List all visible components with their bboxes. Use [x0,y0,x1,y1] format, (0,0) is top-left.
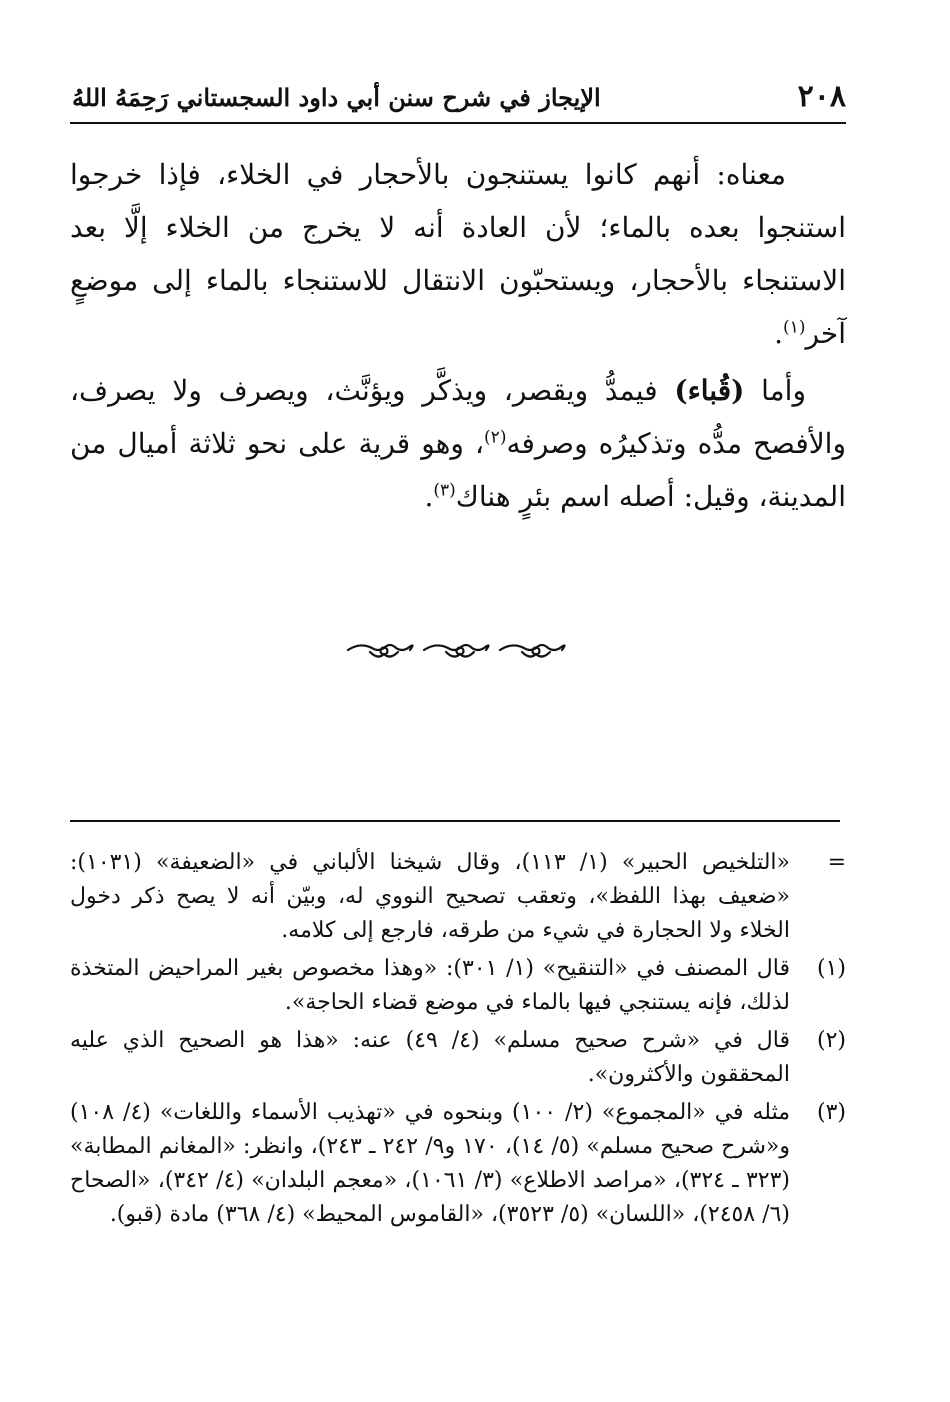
paragraph-1-end: . [774,317,784,350]
paragraph-2-text-1: فيمدُّ ويقصر، ويذكَّر ويؤنَّث، ويصرف ولا يصرف، والأفصح مدُّه وتذكيرُه وصرفه [70,374,846,460]
footnote-mark: (٢) [816,1028,846,1053]
ornament-glyph-left [348,645,413,657]
footnote-rule [70,820,840,822]
footnote-1 [70,952,846,1020]
footnote-text: قال المصنف في «التنقيح» (١/ ٣٠١): «وهذا مخصوص بغير المراحيض المتخذة لذلك، فإنه يستنجي فيها بالماء في موضع قضاء الحاجة». [70,956,791,1015]
running-title: الإيجاز في شرح سنن أبي داود السجستاني رَحِمَهُ اللهُ [72,83,601,112]
footnote-mark: = [827,850,846,875]
page-number: ٢٠٨ [797,79,846,114]
footnote-3 [70,1096,846,1232]
footnote-continuation [70,846,846,948]
page-header [70,78,846,118]
footnote-text: قال في «شرح صحيح مسلم» (٤/ ٤٩) عنه: «هذا هو الصحيح الذي عليه المحققون والأكثرون». [70,1028,791,1087]
section-ornament [340,634,570,670]
paragraph-2-end: . [424,480,434,513]
paragraph-2-intro: وأما [761,374,806,407]
footnotes [70,846,846,1236]
paragraph-2 [70,364,846,523]
ornament-glyph-right [500,645,565,657]
footnote-text: «التلخيص الحبير» (١/ ١١٣)، وقال شيخنا الألباني في «الضعيفة» (١٠٣١): «ضعيف بهذا اللفظ»، وتعقب تصحيح النووي له، وبيّن أنه لا يصح ذكر دخول الخلاء ولا الحجارة في شيء من طرقه، فارجع إلى كلامه. [70,850,790,943]
paragraph-1 [70,148,846,360]
main-text [70,148,846,527]
footnote-ref-3: (٣) [433,480,456,501]
footnote-2 [70,1024,846,1092]
footnote-mark: (١) [816,956,846,981]
footnote-mark: (٣) [816,1100,846,1125]
ornament-glyph-center [424,645,489,657]
term-quba: (قُباء) [674,374,745,407]
header-rule [70,122,846,124]
paragraph-2-text-2: ، وهو قرية على نحو ثلاثة أميال من المدينة، وقيل: أصله اسم بئرٍ هناك [70,427,846,513]
footnote-text: مثله في «المجموع» (٢/ ١٠٠) وبنحوه في «تهذيب الأسماء واللغات» (٤/ ١٠٨) و«شرح صحيح مسلم» (٥/ ١٤)، ١٧٠ و٩/ ٢٤٢ ـ ٢٤٣)، وانظر: «المغانم المطابة» (٣٢٣ ـ ٣٢٤)، «مراصد الاطلاع» (٣/ ١٠٦١)، «معجم البلدان» (٤/ ٣٤٢)، «الصحاح (٦/ ٢٤٥٨)، «اللسان» (٥/ ٣٥٢٣)، «القاموس المحيط» (٤/ ٣٦٨) مادة (قبو). [70,1100,791,1227]
footnote-ref-2: (٢) [484,427,507,448]
footnote-ref-1: (١) [783,317,806,338]
paragraph-1-text: معناه: أنهم كانوا يستنجون بالأحجار في الخلاء، فإذا خرجوا استنجوا بعده بالماء؛ لأن العادة أنه لا يخرج من الخلاء إلَّا بعد الاستنجاء بالأحجار، ويستحبّون الانتقال للاستنجاء بالماء إلى موضعٍ آخر [70,158,846,350]
